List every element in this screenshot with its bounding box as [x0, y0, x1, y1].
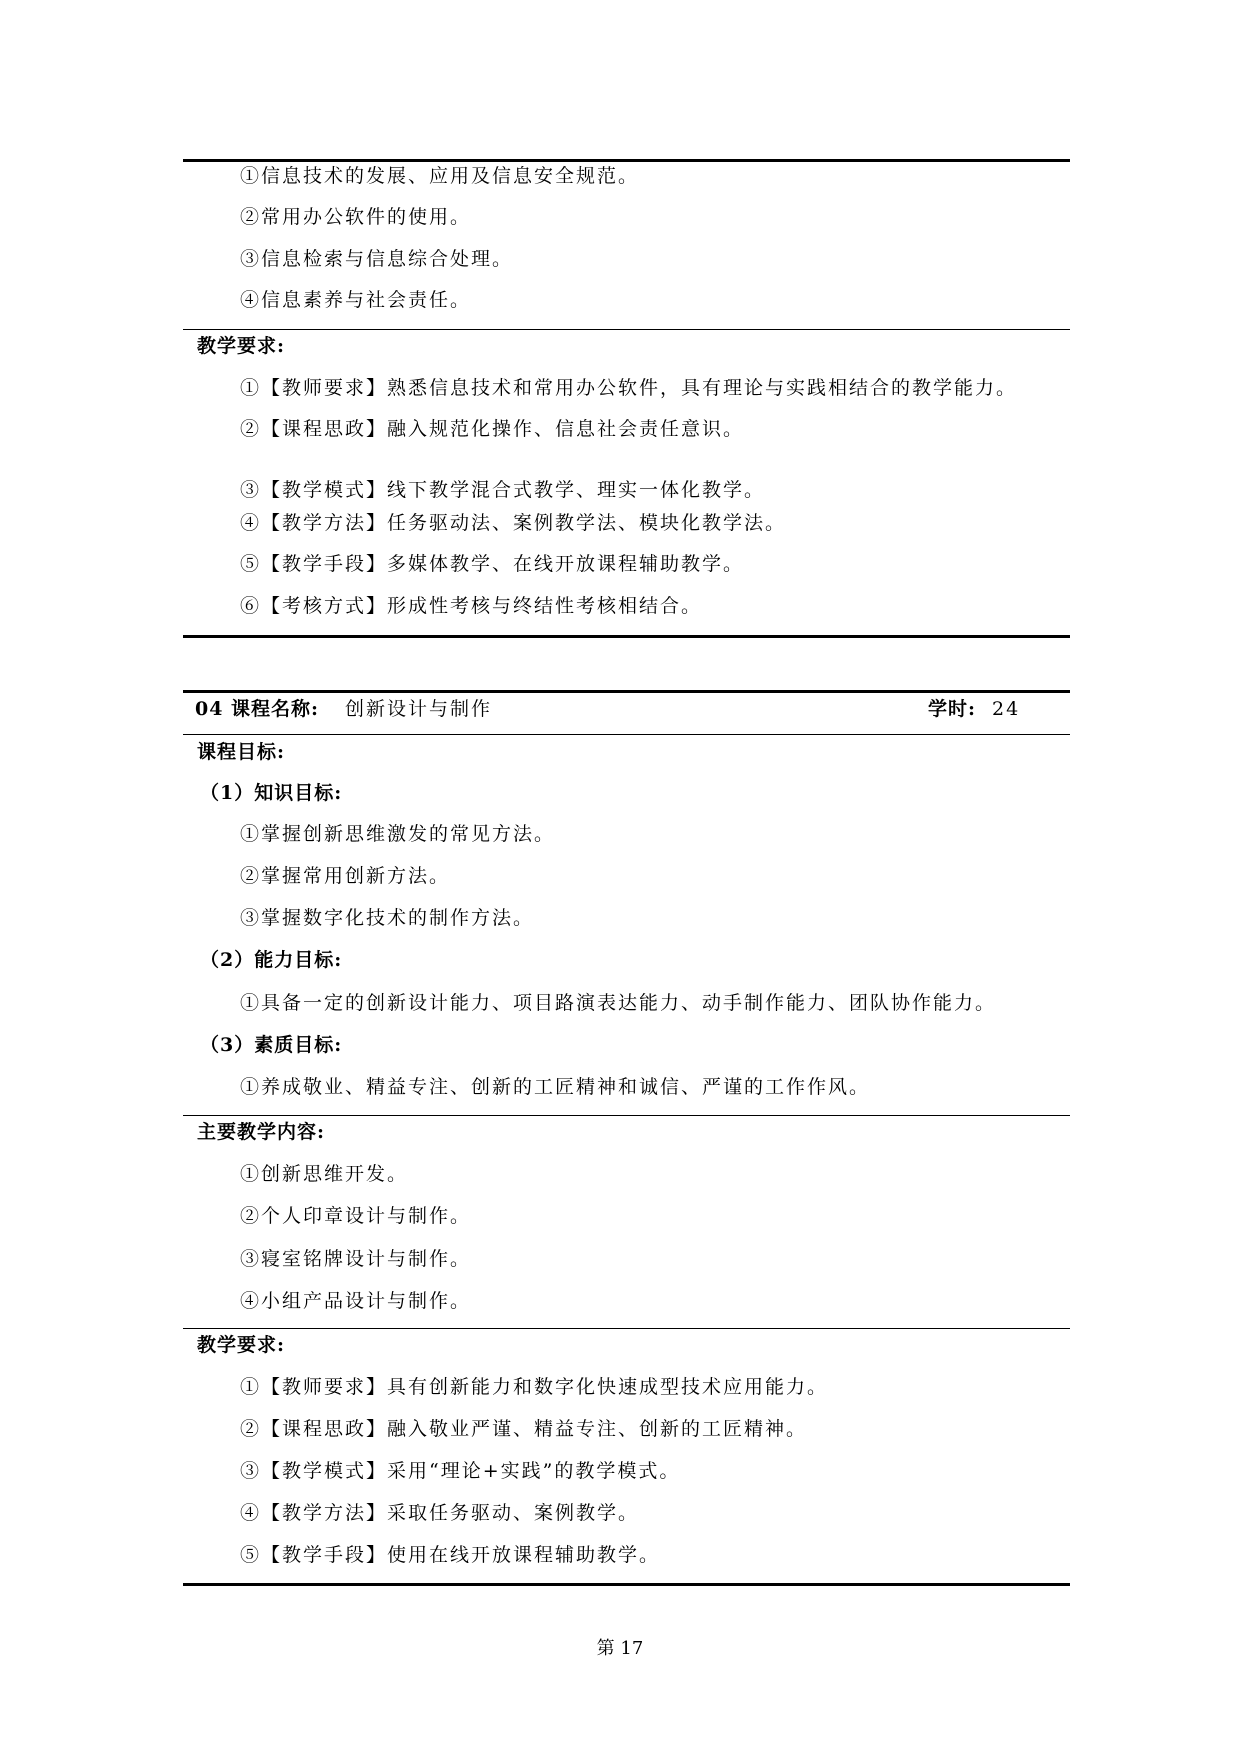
course-name: 创新设计与制作: [345, 698, 493, 720]
knowledge-item: ③掌握数字化技术的制作方法。: [240, 907, 535, 929]
ability-heading: （2）能力目标:: [200, 949, 343, 971]
row-divider: [183, 734, 1070, 735]
content-item: ①创新思维开发。: [240, 1163, 409, 1185]
table-top-rule: [183, 690, 1070, 693]
quality-item: ①养成敬业、精益专注、创新的工匠精神和诚信、严谨的工作作风。: [240, 1076, 871, 1098]
requirement-item: ⑤【教学手段】多媒体教学、在线开放课程辅助教学。: [240, 553, 745, 575]
row-divider: [183, 329, 1070, 330]
content-item: ①信息技术的发展、应用及信息安全规范。: [240, 165, 640, 187]
requirement-item: ③【教学模式】线下教学混合式教学、理实一体化教学。: [240, 479, 766, 501]
requirements-heading: 教学要求:: [197, 335, 286, 357]
requirement-item: ③【教学模式】采用“理论+实践”的教学模式。: [240, 1460, 681, 1482]
knowledge-item: ②掌握常用创新方法。: [240, 865, 451, 887]
requirement-item: ④【教学方法】任务驱动法、案例教学法、模块化教学法。: [240, 512, 787, 534]
quality-heading: （3）素质目标:: [200, 1034, 343, 1056]
content-item: ③寝室铭牌设计与制作。: [240, 1248, 472, 1270]
table-bottom-rule: [183, 1583, 1070, 1586]
content-item: ④信息素养与社会责任。: [240, 289, 472, 311]
knowledge-heading: （1）知识目标:: [200, 782, 343, 804]
row-divider: [183, 1328, 1070, 1329]
objectives-heading: 课程目标:: [197, 741, 286, 763]
table-top-rule: [183, 159, 1070, 162]
row-divider: [183, 1115, 1070, 1116]
content-item: ②常用办公软件的使用。: [240, 206, 472, 228]
requirement-item: ⑤【教学手段】使用在线开放课程辅助教学。: [240, 1544, 661, 1566]
page-number: 第 17: [596, 1638, 644, 1659]
requirement-item: ⑥【考核方式】形成性考核与终结性考核相结合。: [240, 595, 703, 617]
content-item: ④小组产品设计与制作。: [240, 1290, 472, 1312]
requirement-item: ②【课程思政】融入敬业严谨、精益专注、创新的工匠精神。: [240, 1418, 808, 1440]
content-item: ②个人印章设计与制作。: [240, 1205, 472, 1227]
hours-label: 学时:: [928, 698, 977, 720]
requirements-heading: 教学要求:: [197, 1334, 286, 1356]
knowledge-item: ①掌握创新思维激发的常见方法。: [240, 823, 556, 845]
requirement-item: ①【教师要求】熟悉信息技术和常用办公软件，具有理论与实践相结合的教学能力。: [240, 377, 1018, 399]
hours-value: 24: [992, 698, 1021, 720]
table-bottom-rule: [183, 635, 1070, 638]
ability-item: ①具备一定的创新设计能力、项目路演表达能力、动手制作能力、团队协作能力。: [240, 992, 997, 1014]
requirement-item: ④【教学方法】采取任务驱动、案例教学。: [240, 1502, 640, 1524]
course-name-label: 04 课程名称:: [195, 698, 320, 720]
content-item: ③信息检索与信息综合处理。: [240, 248, 514, 270]
content-heading: 主要教学内容:: [197, 1121, 326, 1143]
requirement-item: ②【课程思政】融入规范化操作、信息社会责任意识。: [240, 418, 745, 440]
requirement-item: ①【教师要求】具有创新能力和数字化快速成型技术应用能力。: [240, 1376, 829, 1398]
